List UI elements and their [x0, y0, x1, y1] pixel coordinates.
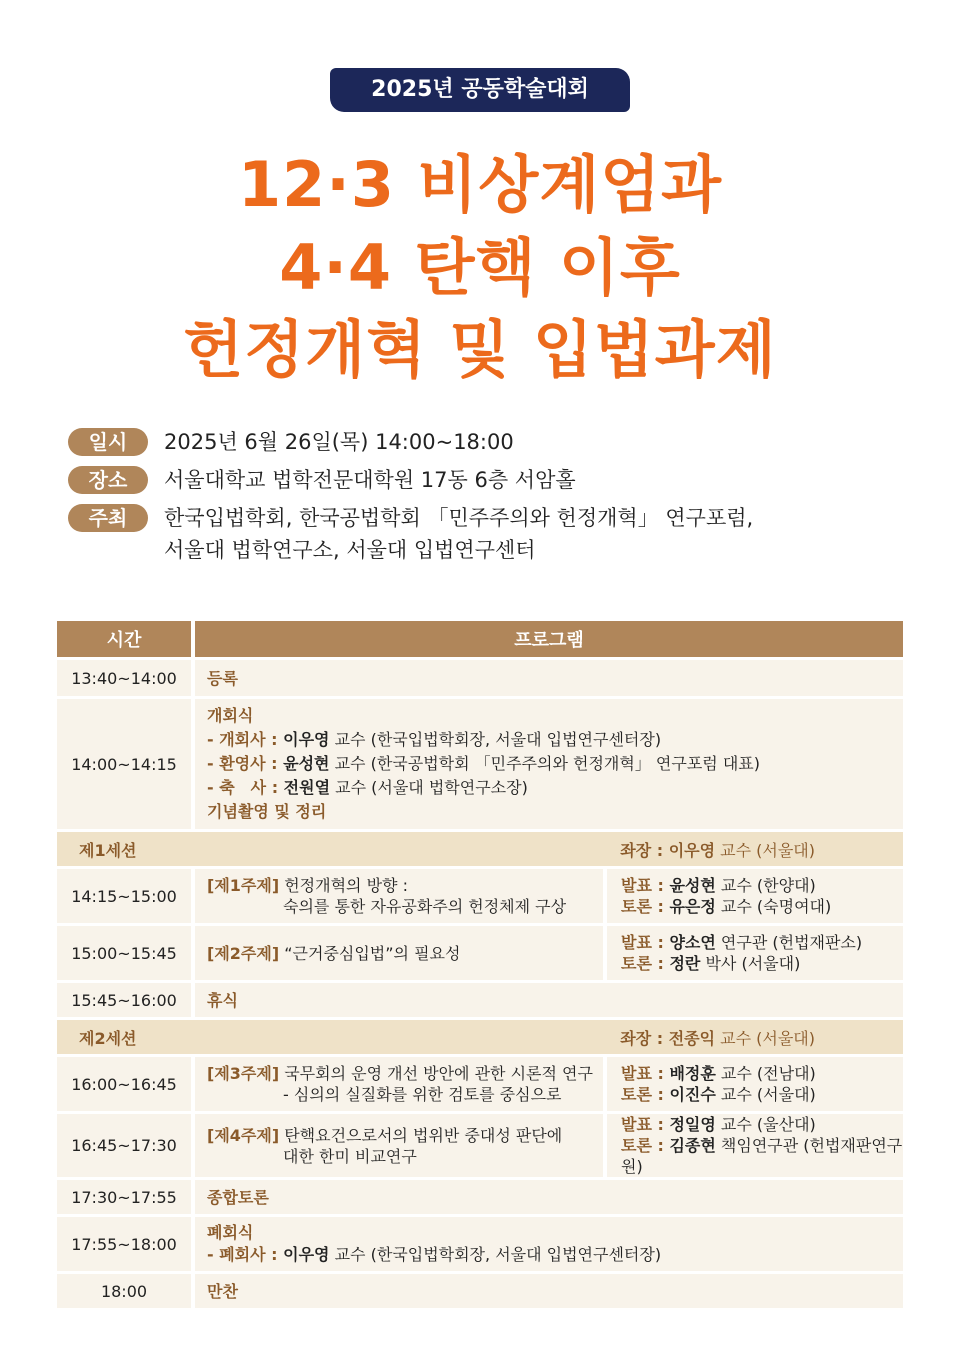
- date-row: [68, 428, 753, 458]
- title-line-1: 12·3 비상계엄과: [237, 148, 723, 221]
- table-row: 14:15~15:00 [제1주제] 헌정개혁의 방향 : 숙의를 통한 자유공화주의 헌정체제 구상 발표 : 윤성현 교수 (한양대) 토론 : 유은정 교수 (숙명여대): [57, 869, 903, 923]
- table-row: 16:45~17:30 [제4주제] 탄핵요건으로서의 법위반 중대성 판단에 대한 한미 비교연구 발표 : 정일영 교수 (울산대) 토론 : 김종현 책임연구관 (헌법재판연구원): [57, 1114, 903, 1177]
- place-row: [68, 466, 753, 496]
- row-time: 13:40~14:00: [57, 660, 195, 696]
- topic-3-tag: [제3주제]: [207, 1064, 280, 1083]
- row-time: 14:15~15:00: [57, 869, 195, 923]
- row-time: 16:00~16:45: [57, 1057, 195, 1111]
- host-row: [68, 504, 753, 566]
- row-time: 17:55~18:00: [57, 1217, 195, 1271]
- discussant: 토론 : 이진수 교수 (서울대): [621, 1085, 816, 1104]
- topic-4-tag: [제4주제]: [207, 1125, 280, 1145]
- table-row: [57, 699, 903, 829]
- opening-line: - 개회사 : 이우영 교수 (한국입법학회장, 서울대 입법연구센터장): [207, 730, 662, 749]
- title-line-3: 헌정개혁 및 입법과제: [183, 313, 777, 386]
- row-time: 16:45~17:30: [57, 1114, 195, 1177]
- row-time: 17:30~17:55: [57, 1180, 195, 1214]
- opening-line: - 축 사 : 전원열 교수 (서울대 법학연구소장): [207, 778, 528, 797]
- host-value: [164, 502, 753, 566]
- session-2-chair: 좌장 : 전종익 교수 (서울대): [620, 1028, 815, 1048]
- topic-1-tag: [제1주제]: [207, 876, 280, 895]
- table-row: 16:00~16:45 [제3주제] 국무회의 운영 개선 방안에 관한 시론적 연구 - 심의의 실질화를 위한 검토를 중심으로 발표 : 배정훈 교수 (전남대) 토론 : 이진수 교수 (서울대): [57, 1057, 903, 1111]
- discussion-title: 종합토론: [207, 1187, 269, 1207]
- host-line-2: 서울대 법학연구소, 서울대 입법연구센터: [164, 538, 536, 562]
- closing-title: 폐회식: [207, 1223, 254, 1242]
- table-row: [57, 1217, 903, 1271]
- opening-line: - 환영사 : 윤성현 교수 (한국공법학회 「민주주의와 헌정개혁」 연구포럼 대표): [207, 754, 760, 773]
- place-value: 서울대학교 법학전문대학원 17동 6층 서암홀: [164, 468, 576, 492]
- header-time: 시간: [57, 621, 195, 657]
- host-line-1: 한국입법학회, 한국공법학회 「민주주의와 헌정개혁」 연구포럼,: [164, 506, 754, 530]
- discussant: 토론 : 김종현 책임연구관 (헌법재판연구원): [621, 1136, 903, 1176]
- row-time: 14:00~14:15: [57, 699, 195, 829]
- row-time: 15:45~16:00: [57, 983, 195, 1017]
- title-line-2: 4·4 탄핵 이후: [279, 231, 681, 304]
- presenter: 발표 : 정일영 교수 (울산대): [621, 1115, 816, 1134]
- event-info: [68, 428, 753, 574]
- dinner-title: 만찬: [207, 1281, 238, 1301]
- closing-line: - 폐회사 : 이우영 교수 (한국입법학회장, 서울대 입법연구센터장): [207, 1245, 662, 1264]
- break-title: 휴식: [207, 990, 238, 1010]
- program-table: [57, 618, 903, 1311]
- host-label: 주최: [68, 504, 148, 532]
- opening-title: 개회식: [207, 706, 254, 725]
- session-2-name: 제2세션: [79, 1028, 137, 1048]
- presenter: 발표 : 윤성현 교수 (한양대): [621, 876, 816, 895]
- topic-2-tag: [제2주제]: [207, 943, 280, 963]
- row-time: 18:00: [57, 1274, 195, 1308]
- session-row: [57, 832, 903, 866]
- date-value: 2025년 6월 26일(목) 14:00~18:00: [164, 430, 514, 454]
- table-row: [57, 983, 903, 1017]
- discussant: 토론 : 유은정 교수 (숙명여대): [621, 897, 832, 916]
- table-header: [57, 621, 903, 657]
- session-row: [57, 1020, 903, 1054]
- presenter: 발표 : 배정훈 교수 (전남대): [621, 1064, 816, 1083]
- event-badge: 2025년 공동학술대회: [330, 68, 630, 112]
- row-time: 15:00~15:45: [57, 926, 195, 980]
- table-row: [57, 1274, 903, 1308]
- place-label: 장소: [68, 466, 148, 494]
- table-row: 15:00~15:45 [제2주제] “근거중심입법”의 필요성 발표 : 양소연 연구관 (헌법재판소) 토론 : 정란 박사 (서울대): [57, 926, 903, 980]
- table-row: [57, 660, 903, 696]
- registration-title: 등록: [207, 668, 238, 688]
- header-program: 프로그램: [195, 621, 903, 657]
- presenter: 발표 : 양소연 연구관 (헌법재판소): [621, 933, 863, 952]
- session-1-chair: 좌장 : 이우영 교수 (서울대): [620, 840, 815, 860]
- photo-session: 기념촬영 및 정리: [207, 802, 327, 821]
- table-row: [57, 1180, 903, 1214]
- date-label: 일시: [68, 428, 148, 456]
- discussant: 토론 : 정란 박사 (서울대): [621, 954, 801, 973]
- session-1-name: 제1세션: [79, 840, 137, 860]
